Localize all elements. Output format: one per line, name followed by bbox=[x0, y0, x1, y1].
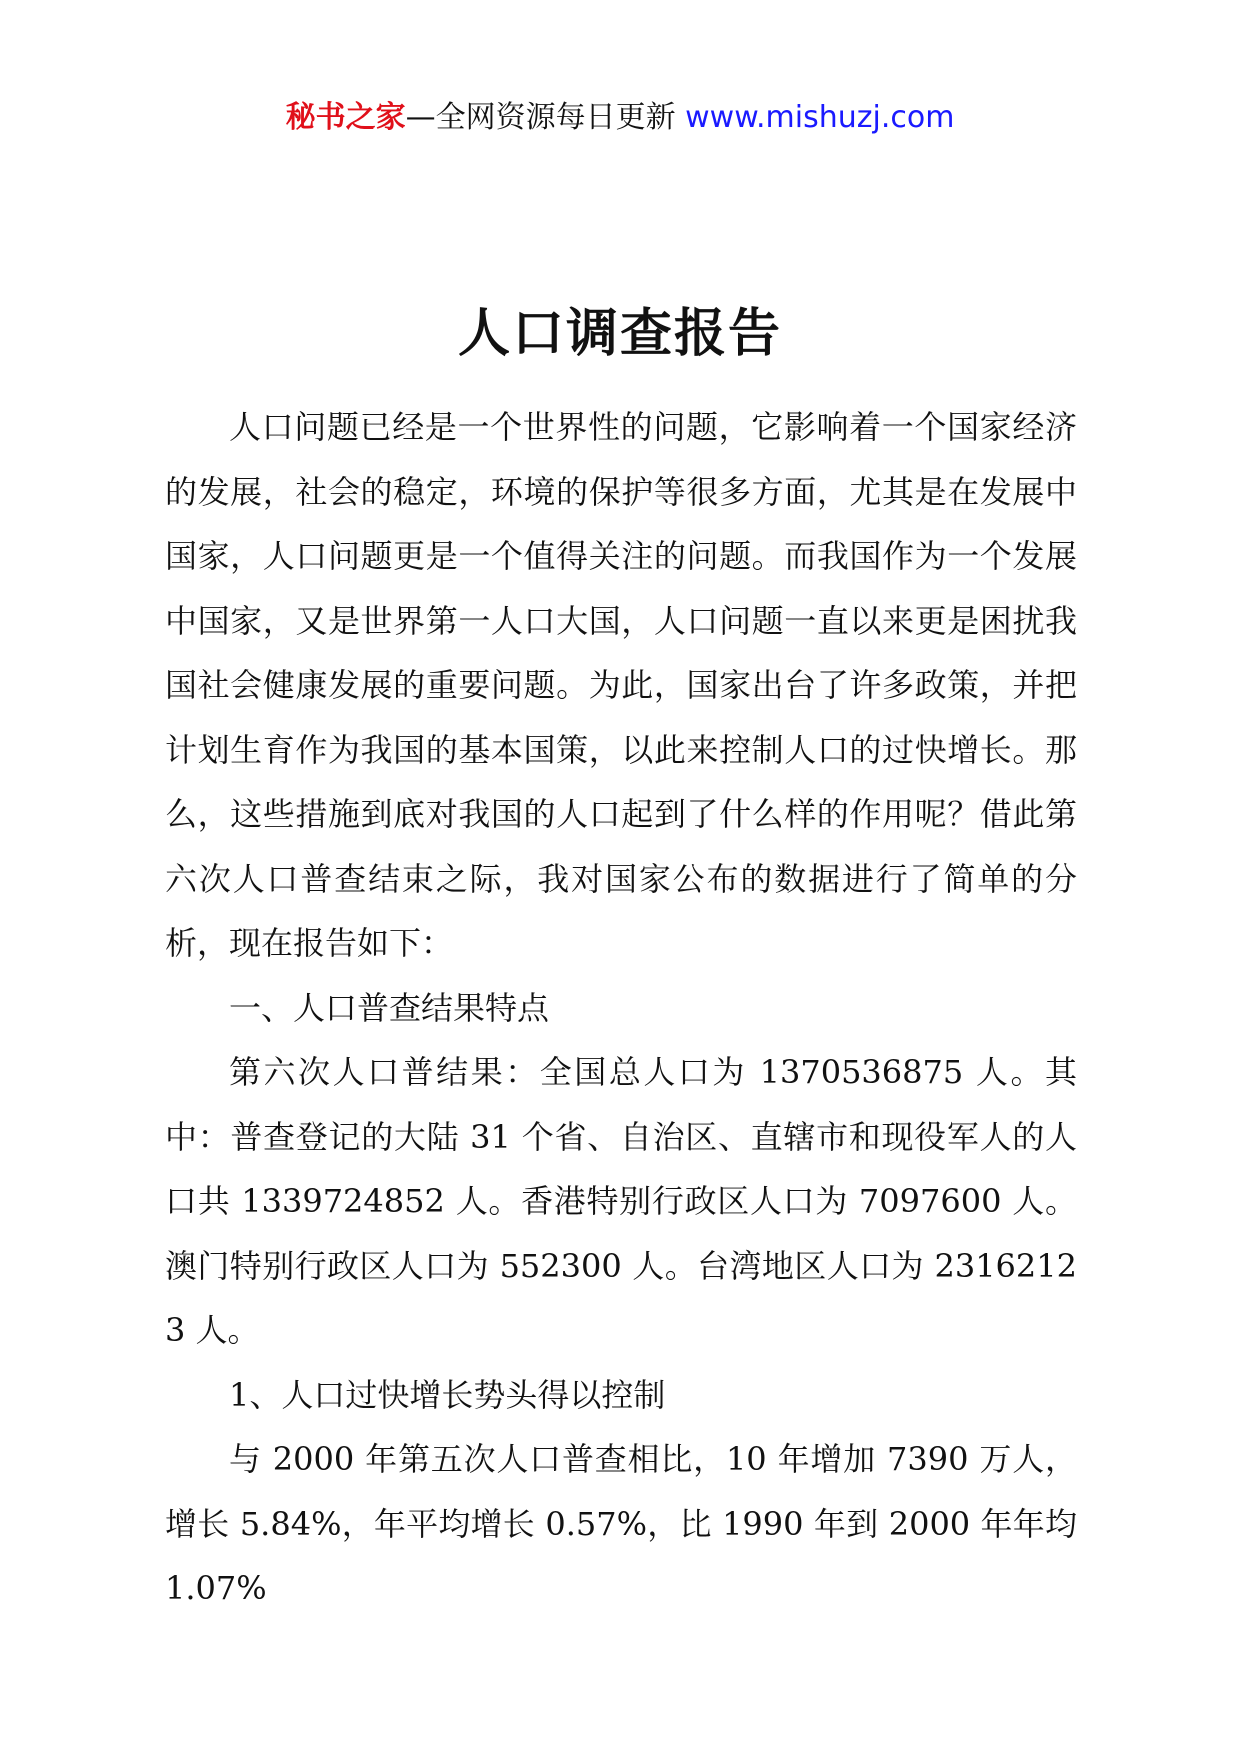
brand-name: 秘书之家 bbox=[285, 100, 406, 135]
census-results-paragraph: 第六次人口普结果：全国总人口为 1370536875 人。其中：普查登记的大陆 31 个省、自治区、直辖市和现役军人的人口共 1339724852 人。香港特别行政区人口为 7097600 人。澳门特别行政区人口为 552300 人。台湾地区人口为 23162123 人。 bbox=[165, 1053, 1077, 1349]
growth-paragraph: 与 2000 年第五次人口普查相比，10 年增加 7390 万人，增长 5.84%，年平均增长 0.57%，比 1990 年到 2000 年年均 1.07% bbox=[165, 1440, 1077, 1607]
site-url-link[interactable]: www.mishuzj.com bbox=[685, 100, 955, 135]
subsection-heading: 1、人口过快增长势头得以控制 bbox=[229, 1375, 666, 1414]
intro-paragraph: 人口问题已经是一个世界性的问题，它影响着一个国家经济的发展，社会的稳定，环境的保护等很多方面，尤其是在发展中国家，人口问题更是一个值得关注的问题。而我国作为一个发展中国家，又是世界第一人口大国，人口问题一直以来更是困扰我国社会健康发展的重要问题。为此，国家出台了许多政策，并把计划生育作为我国的基本国策，以此来控制人口的过快增长。那么，这些措施到底对我国的人口起到了什么样的作用呢？借此第六次人口普查结束之际，我对国家公布的数据进行了简单的分析，现在报告如下： bbox=[165, 408, 1077, 962]
section-heading: 一、人口普查结果特点 bbox=[229, 988, 550, 1027]
document-body bbox=[165, 395, 1077, 1621]
header-tagline: —全网资源每日更新 bbox=[405, 100, 686, 135]
document-title: 人口调查报告 bbox=[457, 304, 782, 364]
page-header bbox=[0, 98, 1240, 138]
